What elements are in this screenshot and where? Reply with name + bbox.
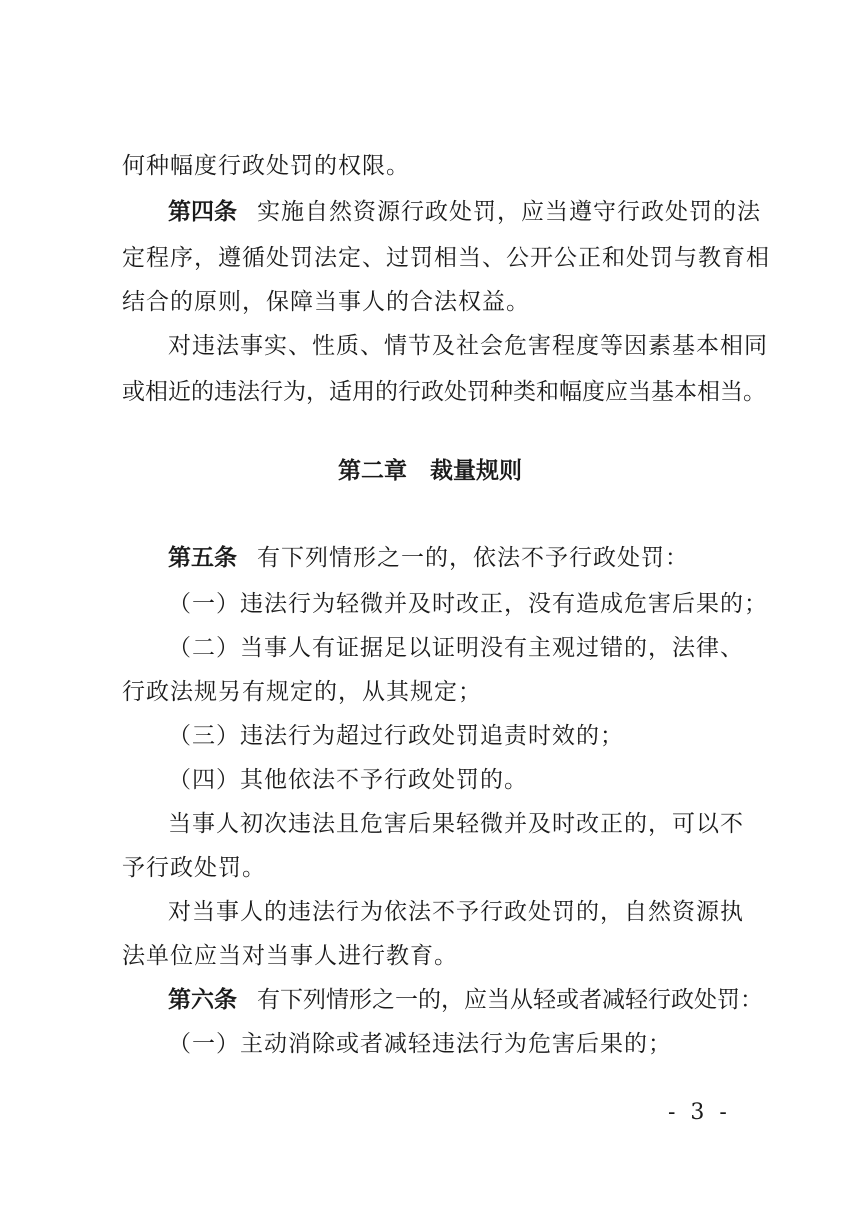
chapter-heading: 第二章 裁量规则 — [338, 458, 522, 484]
article-line — [168, 984, 763, 1016]
list-item: （一）违法行为轻微并及时改正，没有造成危害后果的； — [168, 591, 768, 617]
list-item: （四）其他依法不予行政处罚的。 — [168, 767, 528, 793]
article-text: 有下列情形之一的，应当从轻或者减轻行政处罚： — [257, 987, 763, 1013]
article-text: 实施自然资源行政处罚，应当遵守行政处罚的法 — [257, 199, 761, 225]
text-line: 或相近的违法行为，适用的行政处罚种类和幅度应当基本相当。 — [122, 379, 766, 405]
page-number: - 3 - — [668, 1100, 731, 1125]
text-line: 定程序，遵循处罚法定、过罚相当、公开公正和处罚与教育相 — [122, 245, 770, 271]
text-line: 结合的原则，保障当事人的合法权益。 — [122, 289, 530, 315]
list-item: （三）违法行为超过行政处罚追责时效的； — [168, 723, 624, 749]
text-line: 何种幅度行政处罚的权限。 — [122, 153, 410, 179]
text-line: 予行政处罚。 — [122, 855, 266, 881]
article-label: 第六条 — [168, 987, 237, 1013]
article-label: 第四条 — [168, 199, 237, 225]
text-line: 行政法规另有规定的，从其规定； — [122, 679, 482, 705]
text-line: 当事人初次违法且危害后果轻微并及时改正的，可以不 — [168, 811, 744, 837]
article-line — [168, 542, 742, 574]
list-item: （一）主动消除或者减轻违法行为危害后果的； — [168, 1031, 672, 1057]
article-label: 第五条 — [168, 545, 237, 571]
text-line: 法单位应当对当事人进行教育。 — [122, 943, 458, 969]
list-item: （二）当事人有证据足以证明没有主观过错的，法律、 — [168, 635, 744, 661]
text-line: 对当事人的违法行为依法不予行政处罚的，自然资源执 — [168, 899, 744, 925]
article-text: 有下列情形之一的，依法不予行政处罚： — [257, 545, 689, 571]
text-line: 对违法事实、性质、情节及社会危害程度等因素基本相同 — [168, 333, 768, 359]
article-line — [168, 196, 761, 228]
